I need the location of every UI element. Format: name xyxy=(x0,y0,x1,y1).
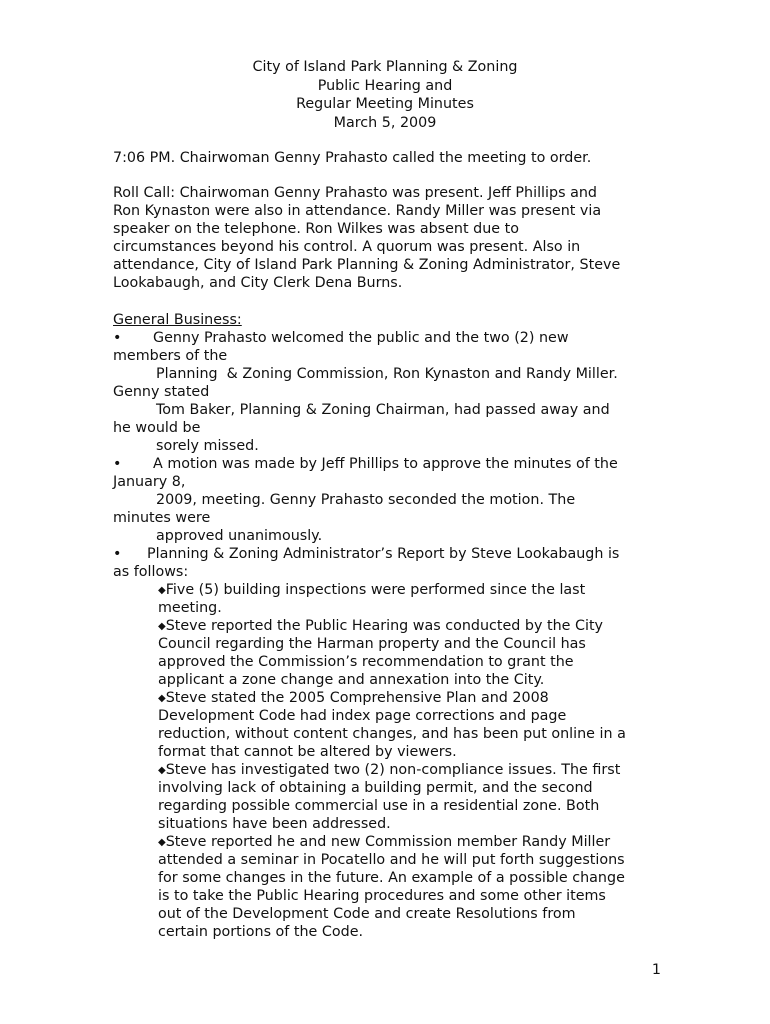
report-subitem-non-compliance: ◆Steve has investigated two (2) non-compliance issues. The first involving lack of obtaining a building permit, and the second regarding possible commercial use in a residential zone. Both situations have been addressed. xyxy=(158,761,658,833)
roll-call-line: Lookabaugh, and City Clerk Dena Burns. xyxy=(113,275,403,291)
report-subitem-public-hearing: ◆Steve reported the Public Hearing was conducted by the City Council regarding the Harman property and the Council has approved the Commission’s recommendation to grant the applicant a zone change and annexation into the City. xyxy=(158,617,658,689)
page-number: 1 xyxy=(651,962,661,978)
call-to-order-paragraph: 7:06 PM. Chairwoman Genny Prahasto called the meeting to order. xyxy=(113,150,592,166)
bullet-icon: • xyxy=(113,456,122,472)
section-heading: General Business: xyxy=(113,312,242,328)
bullet-text-line: as follows: xyxy=(113,564,189,580)
roll-call-line: attendance, City of Island Park Planning & Zoning Administrator, Steve xyxy=(113,257,621,273)
bullet-text-line: members of the xyxy=(113,348,228,364)
bullet-icon: • xyxy=(113,546,122,562)
bullet-text-line: Genny stated xyxy=(113,384,210,400)
subitem-text-line: situations have been addressed. xyxy=(158,816,391,832)
roll-call-paragraph xyxy=(113,184,658,292)
subitem-text-line: regarding possible commercial use in a residential zone. Both xyxy=(158,798,600,814)
bullet-item-minutes-motion: • A motion was made by Jeff Phillips to approve the minutes of the xyxy=(113,456,618,472)
bullet-text-line: January 8, xyxy=(113,474,186,490)
bullet-text-line: Tom Baker, Planning & Zoning Chairman, had passed away and xyxy=(156,402,610,418)
roll-call-line: circumstances beyond his control. A quorum was present. Also in xyxy=(113,239,581,255)
diamond-bullet-icon: ◆ xyxy=(158,693,166,704)
report-subitem-seminar: ◆Steve reported he and new Commission member Randy Miller attended a seminar in Pocatello and he will put forth suggestions for some changes in the future. An example of a possible change is to take the Public Hearing procedures and some other items out of the Development Code and create Resolutions from certain portions of the Code. xyxy=(158,833,658,941)
bullet-text-line: sorely missed. xyxy=(156,438,259,454)
subitem-text-line: is to take the Public Hearing procedures and some other items xyxy=(158,888,606,904)
report-subitem-inspections: ◆Five (5) building inspections were performed since the last meeting. xyxy=(158,581,658,617)
header-date: March 5, 2009 xyxy=(333,114,437,131)
subitem-text-line: for some changes in the future. An example of a possible change xyxy=(158,870,625,886)
diamond-bullet-icon: ◆ xyxy=(158,765,166,776)
bullet-text-line: minutes were xyxy=(113,510,211,526)
general-business-section xyxy=(113,311,658,941)
roll-call-line: speaker on the telephone. Ron Wilkes was absent due to xyxy=(113,221,519,237)
subitem-text-line: certain portions of the Code. xyxy=(158,924,364,940)
diamond-bullet-icon: ◆ xyxy=(158,621,166,632)
header-meeting-type: Regular Meeting Minutes xyxy=(296,96,474,112)
diamond-bullet-icon: ◆ xyxy=(158,837,166,848)
roll-call-line: Roll Call: Chairwoman Genny Prahasto was present. Jeff Phillips and xyxy=(113,185,597,201)
roll-call-line: Ron Kynaston were also in attendance. Randy Miller was present via xyxy=(113,203,602,219)
subitem-text-line: involving lack of obtaining a building permit, and the second xyxy=(158,780,593,796)
subitem-text-line: attended a seminar in Pocatello and he will put forth suggestions xyxy=(158,852,625,868)
subitem-text-line: format that cannot be altered by viewers. xyxy=(158,744,457,760)
bullet-icon: • xyxy=(113,330,122,346)
bullet-text-line: approved unanimously. xyxy=(156,528,323,544)
bullet-text-line: he would be xyxy=(113,420,201,436)
bullet-item-welcome: • Genny Prahasto welcomed the public and the two (2) new xyxy=(113,330,569,346)
header-subtitle: Public Hearing and xyxy=(317,77,453,94)
subitem-text-line: approved the Commission’s recommendation to grant the xyxy=(158,654,574,670)
bullet-text-line: Planning & Zoning Commission, Ron Kynaston and Randy Miller. xyxy=(156,366,618,382)
report-subitem-comprehensive-plan: ◆Steve stated the 2005 Comprehensive Plan and 2008 Development Code had index page corrections and page reduction, without content changes, and has been put online in a format that cannot be altered by viewers. xyxy=(158,689,658,761)
diamond-bullet-icon: ◆ xyxy=(158,585,166,596)
subitem-text-line: out of the Development Code and create Resolutions from xyxy=(158,906,576,922)
subitem-text-line: reduction, without content changes, and has been put online in a xyxy=(158,726,626,742)
header-title: City of Island Park Planning & Zoning xyxy=(252,59,518,75)
subitem-text-line: Council regarding the Harman property and the Council has xyxy=(158,636,586,652)
bullet-text-line: 2009, meeting. Genny Prahasto seconded the motion. The xyxy=(156,492,576,508)
bullet-item-administrator-report: • Planning & Zoning Administrator’s Report by Steve Lookabaugh is xyxy=(113,546,620,562)
subitem-text-line: Development Code had index page corrections and page xyxy=(158,708,567,724)
document-header xyxy=(0,58,770,132)
subitem-text-line: meeting. xyxy=(158,600,222,616)
subitem-text-line: applicant a zone change and annexation into the City. xyxy=(158,672,545,688)
